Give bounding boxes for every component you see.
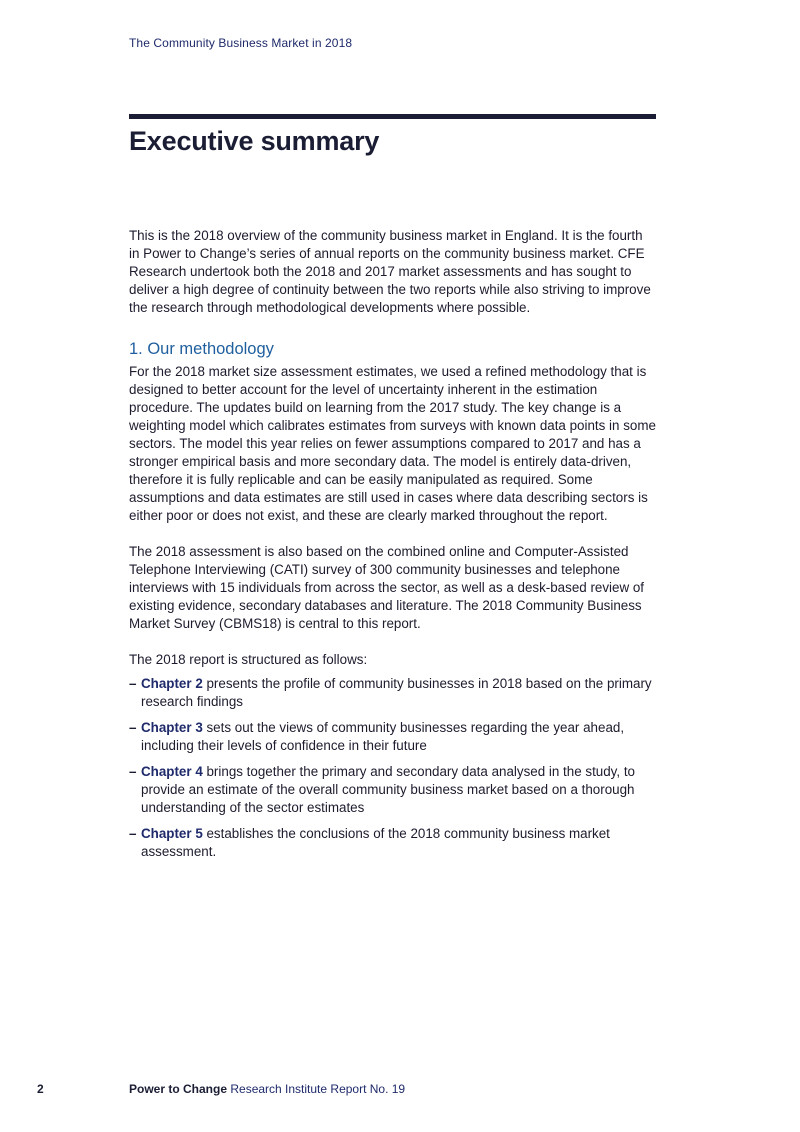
structure-intro: The 2018 report is structured as follows:: [129, 652, 368, 667]
running-header: The Community Business Market in 2018: [129, 36, 353, 50]
chapter-name: Chapter 5: [141, 826, 203, 841]
section-heading-methodology: 1. Our methodology: [129, 340, 274, 358]
chapter-description: sets out the views of community businesses regarding the year ahead, including their levels of confidence in their future: [141, 720, 625, 753]
methodology-paragraph-2: The 2018 assessment is also based on the combined online and Computer-Assisted Telephone Interviewing (CATI) survey of 300 community businesses and telephone interviews with 15 individuals from across the sector, as well as a desk-based review of existing evidence, secondary databases and literature. The 2018 Community Business Market Survey (CBMS18) is central to this report.: [129, 544, 645, 631]
chapter-name: Chapter 2: [141, 676, 203, 691]
dash-bullet: –: [129, 720, 137, 735]
dash-bullet: –: [129, 764, 137, 779]
intro-paragraph: This is the 2018 overview of the community business market in England. It is the fourth in Power to Change’s series of annual reports on the community business market. CFE Research undertook both the 2018 and 2017 market assessments and has sought to deliver a high degree of continuity between the two reports while also striving to improve the research through methodological developments where possible.: [129, 228, 651, 315]
chapter-list-item: [129, 825, 656, 861]
chapter-list: [129, 675, 656, 861]
chapter-description: presents the profile of community businesses in 2018 based on the primary research findings: [141, 676, 652, 709]
footer-organisation: Power to Change: [129, 1082, 228, 1096]
dash-bullet: –: [129, 676, 137, 691]
dash-bullet: –: [129, 826, 137, 841]
methodology-paragraph-1: For the 2018 market size assessment estimates, we used a refined methodology that is designed to better account for the level of uncertainty inherent in the estimation procedure. The updates build on learning from the 2017 study. The key change is a weighting model which calibrates estimates from surveys with known data points in some sectors. The model this year relies on fewer assumptions compared to 2017 and has a stronger empirical basis and more secondary data. The model is entirely data-driven, therefore it is fully replicable and can be easily manipulated as required. Some assumptions and data estimates are still used in cases where data describing sectors is either poor or does not exist, and these are clearly marked throughout the report.: [129, 364, 656, 523]
footer-report-title: [129, 1082, 405, 1096]
main-content: [129, 227, 656, 869]
chapter-name: Chapter 4: [141, 764, 203, 779]
page-title: Executive summary: [129, 126, 380, 156]
title-rule: [129, 114, 656, 119]
chapter-list-item: [129, 675, 656, 711]
page-number: 2: [37, 1082, 44, 1096]
chapter-description: brings together the primary and secondary data analysed in the study, to provide an estimate of the overall community business market based on a thorough understanding of the sector estimates: [141, 764, 635, 815]
footer-report-name: Research Institute Report No. 19: [227, 1082, 406, 1096]
chapter-description: establishes the conclusions of the 2018 community business market assessment.: [141, 826, 610, 859]
chapter-list-item: [129, 719, 656, 755]
chapter-name: Chapter 3: [141, 720, 203, 735]
chapter-list-item: [129, 763, 656, 817]
